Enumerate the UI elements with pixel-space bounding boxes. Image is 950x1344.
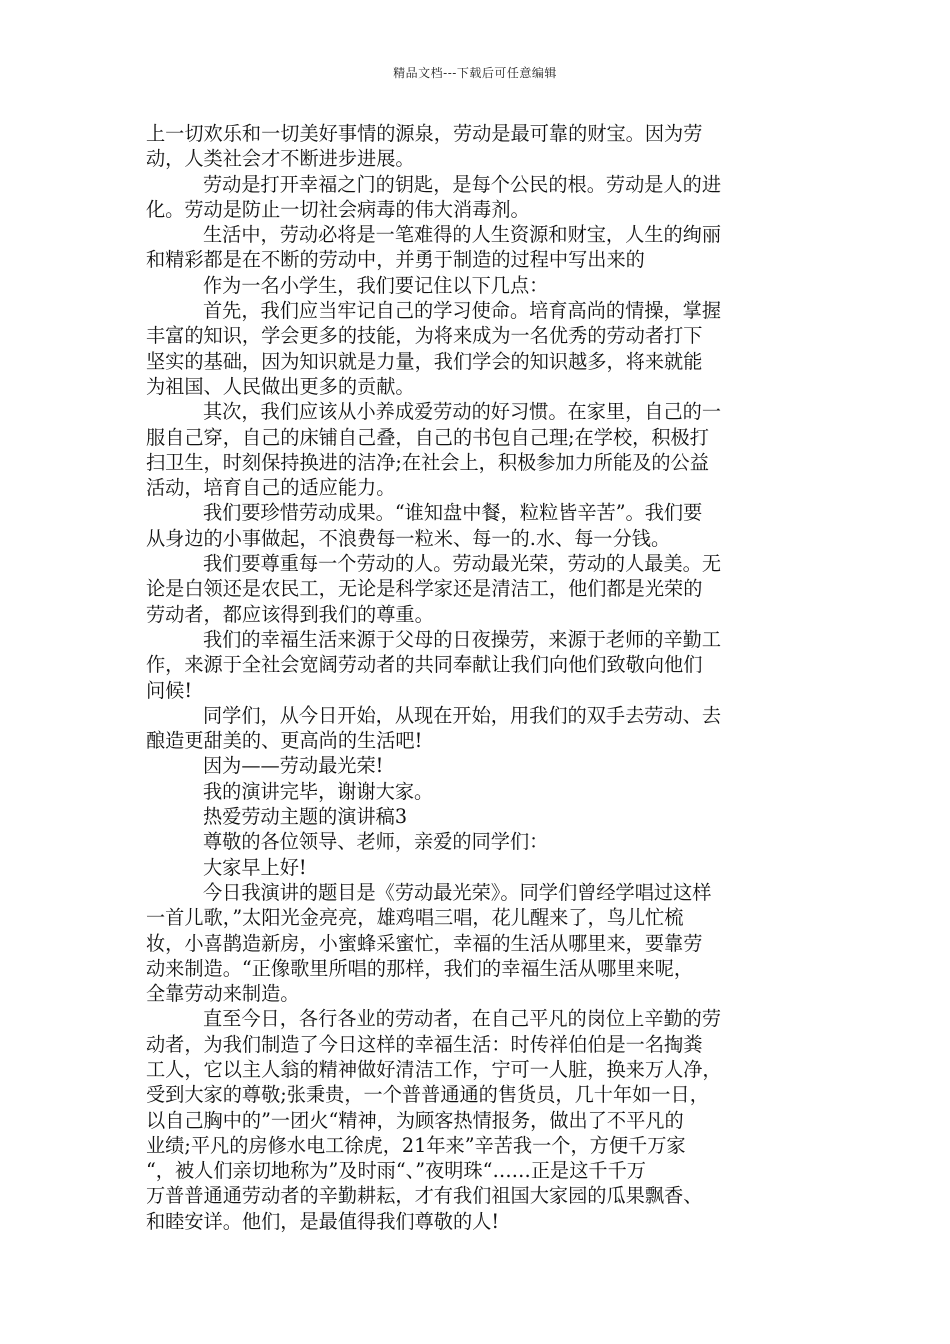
text-line: 直至今日，各行各业的劳动者，在自己平凡的岗位上辛勤的劳 (203, 1007, 722, 1031)
text-line: 同学们，从今日开始，从现在开始，用我们的双手去劳动、去 (203, 703, 722, 727)
text-line: 因为——劳动最光荣! (203, 754, 384, 778)
text-line: 以自己胸中的”一团火“精神，为顾客热情报务，做出了不平凡的 (146, 1108, 684, 1132)
text-line: 劳动是打开幸福之门的钥匙，是每个公民的根。劳动是人的进 (203, 172, 722, 196)
text-line: 丰富的知识，学会更多的技能，为将来成为一名优秀的劳动者打下 (146, 324, 703, 348)
text-line: 扫卫生，时刻保持换进的洁净;在社会上，积极参加力所能及的公益 (146, 450, 709, 474)
text-line: 妆，小喜鹊造新房，小蜜蜂采蜜忙，幸福的生活从哪里来，要靠劳 (146, 931, 703, 955)
text-line: 我们要珍惜劳动成果。“谁知盘中餐，粒粒皆辛苦”。我们要 (203, 501, 703, 525)
text-line: 热爱劳动主题的演讲稿3 (203, 805, 408, 829)
text-line: 生活中，劳动必将是一笔难得的人生资源和财宝，人生的绚丽 (203, 223, 722, 247)
text-line: “，被人们亲切地称为”及时雨“、”夜明珠“……正是这千千万 (146, 1159, 646, 1183)
text-line: 业绩;平凡的房修水电工徐虎，21年来”辛苦我一个，方便千万家 (146, 1133, 686, 1157)
text-line: 首先，我们应当牢记自己的学习使命。培育高尚的情操，掌握 (203, 299, 722, 323)
text-line: 其次，我们应该从小养成爱劳动的好习惯。在家里，自己的一 (203, 400, 722, 424)
text-line: 酿造更甜美的、更高尚的生活吧! (146, 729, 423, 753)
text-line: 作为一名小学生，我们要记住以下几点： (203, 273, 549, 297)
text-line: 我们的幸福生活来源于父母的日夜操劳，来源于老师的辛勤工 (203, 627, 722, 651)
text-line: 受到大家的尊敬;张秉贵，一个普普通通的售货员，几十年如一日， (146, 1083, 709, 1107)
text-line: 一首儿歌，”太阳光金亮亮，雄鸡唱三唱，花儿醒来了，鸟儿忙梳 (146, 906, 684, 930)
text-line: 尊敬的各位领导、老师，亲爱的同学们： (203, 830, 549, 854)
text-line: 今日我演讲的题目是《劳动最光荣》。同学们曾经学唱过这样 (203, 880, 712, 904)
text-line: 化。劳动是防止一切社会病毒的伟大消毒剂。 (146, 197, 530, 221)
text-line: 万普普通通劳动者的辛勤耕耘，才有我们祖国大家园的瓜果飘香、 (146, 1184, 703, 1208)
text-line: 动来制造。“正像歌里所唱的那样，我们的幸福生活从哪里来呢， (146, 956, 694, 980)
text-line: 劳动者，都应该得到我们的尊重。 (146, 602, 434, 626)
text-line: 活动，培育自己的适应能力。 (146, 476, 396, 500)
text-line: 动，人类社会才不断进步进展。 (146, 147, 415, 171)
text-line: 我们要尊重每一个劳动的人。劳动最光荣，劳动的人最美。无 (203, 552, 722, 576)
text-line: 和睦安详。他们，是最值得我们尊敬的人! (146, 1209, 500, 1233)
document-body (146, 121, 811, 1234)
text-line: 论是白领还是农民工，无论是科学家还是清洁工，他们都是光荣的 (146, 577, 703, 601)
text-line: 作，来源于全社会宽阔劳动者的共同奉献让我们向他们致敬向他们 (146, 653, 703, 677)
text-line: 我的演讲完毕，谢谢大家。 (203, 779, 434, 803)
text-line: 全靠劳动来制造。 (146, 982, 300, 1006)
text-line: 从身边的小事做起，不浪费每一粒米、每一的.水、每一分钱。 (146, 526, 671, 550)
text-line: 和精彩都是在不断的劳动中，并勇于制造的过程中写出来的 (146, 248, 645, 272)
page-header: 精品文档---下载后可任意编辑 (393, 66, 557, 80)
text-line: 大家早上好! (203, 855, 307, 879)
text-line: 动者，为我们制造了今日这样的幸福生活：时传祥伯伯是一名掏粪 (146, 1032, 703, 1056)
text-line: 问候! (146, 678, 193, 702)
text-line: 上一切欢乐和一切美好事情的源泉，劳动是最可靠的财宝。因为劳 (146, 122, 703, 145)
text-line: 服自己穿，自己的床铺自己叠，自己的书包自己理;在学校，积极打 (146, 425, 709, 449)
text-line: 为祖国、人民做出更多的贡献。 (146, 374, 415, 398)
text-line: 工人，它以主人翁的精神做好清洁工作，宁可一人脏，换来万人净， (146, 1057, 722, 1081)
text-line: 坚实的基础，因为知识就是力量，我们学会的知识越多，将来就能 (146, 349, 703, 373)
